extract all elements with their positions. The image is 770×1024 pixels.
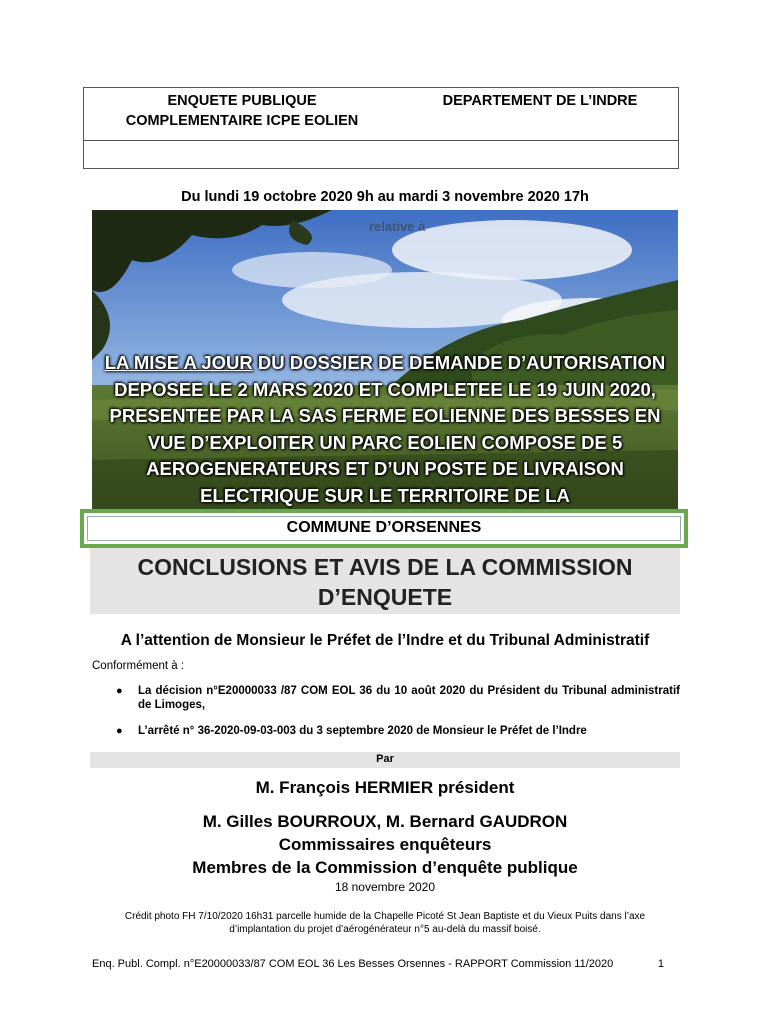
photo-credit bbox=[100, 910, 670, 936]
reference-text: La décision n°E20000033 /87 COM EOL 36 du 10 août 2020 du Président du Tribunal administratif de Limoges, bbox=[138, 685, 680, 711]
footer-text: Enq. Publ. Compl. n°E20000033/87 COM EOL 36 Les Besses Orsennes - RAPPORT Commission 11/2020 bbox=[92, 958, 614, 970]
president-line: M. François HERMIER président bbox=[255, 778, 515, 797]
photo-credit-line2: d’implantation du projet d’aérogénérateur n°5 au-delà du massif boisé. bbox=[229, 924, 541, 935]
members-block bbox=[0, 810, 770, 879]
reference-text: L’arrêté n° 36-2020-09-03-003 du 3 septembre 2020 de Monsieur le Préfet de l’Indre bbox=[138, 725, 587, 737]
project-title-underlined: LA MISE A JOUR bbox=[104, 352, 253, 373]
header-left-cell bbox=[84, 91, 400, 131]
members-names: M. Gilles BOURROUX, M. Bernard GAUDRON bbox=[202, 812, 568, 831]
conforme-label: Conformément à : bbox=[92, 660, 185, 672]
list-item bbox=[110, 684, 680, 712]
conclusions-title-line1: CONCLUSIONS ET AVIS DE LA COMMISSION bbox=[137, 554, 633, 580]
page-footer bbox=[92, 958, 672, 970]
bullet-icon: ● bbox=[116, 685, 123, 697]
bullet-icon: ● bbox=[116, 725, 123, 737]
page-number: 1 bbox=[657, 958, 664, 970]
references-list bbox=[110, 684, 680, 750]
report-date: 18 novembre 2020 bbox=[334, 880, 436, 894]
header-right-cell: DEPARTEMENT DE L’INDRE bbox=[442, 93, 638, 109]
attention-line: A l’attention de Monsieur le Préfet de l’Indre et du Tribunal Administratif bbox=[120, 632, 650, 649]
photo-credit-line1: Crédit photo FH 7/10/2020 16h31 parcelle humide de la Chapelle Picoté St Jean Baptiste et du Vieux Puits dans l’axe bbox=[124, 911, 646, 922]
header-table bbox=[83, 87, 679, 169]
list-item bbox=[110, 724, 680, 738]
project-title-rest: DU DOSSIER DE DEMANDE D’AUTORISATION DEPOSEE LE 2 MARS 2020 ET COMPLETEE LE 19 JUIN 2020, PRESENTEE PAR LA SAS FERME EOLIENNE DES BESSES EN VUE D’EXPLOITER UN PARC EOLIEN COMPOSE DE 5 AEROGENERATEURS ET D’UN POSTE DE LIVRAISON ELECTRIQUE SUR LE TERRITOIRE DE LA bbox=[109, 352, 666, 506]
header-left-line2: COMPLEMENTAIRE ICPE EOLIEN bbox=[125, 113, 359, 129]
par-label: Par bbox=[376, 753, 394, 765]
commune-box bbox=[80, 509, 688, 548]
members-role: Commissaires enquêteurs bbox=[278, 835, 492, 854]
inquiry-dates: Du lundi 19 octobre 2020 9h au mardi 3 novembre 2020 17h bbox=[181, 189, 589, 205]
conclusions-title bbox=[90, 552, 680, 612]
header-row bbox=[84, 88, 678, 141]
cover-photo bbox=[92, 210, 678, 512]
header-left-line1: ENQUETE PUBLIQUE bbox=[167, 93, 317, 109]
commune-name: COMMUNE D’ORSENNES bbox=[286, 519, 482, 536]
conclusions-title-line2: D’ENQUETE bbox=[317, 584, 453, 610]
members-commission: Membres de la Commission d’enquête publique bbox=[192, 858, 578, 877]
ghost-caption: relative à bbox=[369, 219, 426, 234]
project-title bbox=[92, 350, 678, 509]
